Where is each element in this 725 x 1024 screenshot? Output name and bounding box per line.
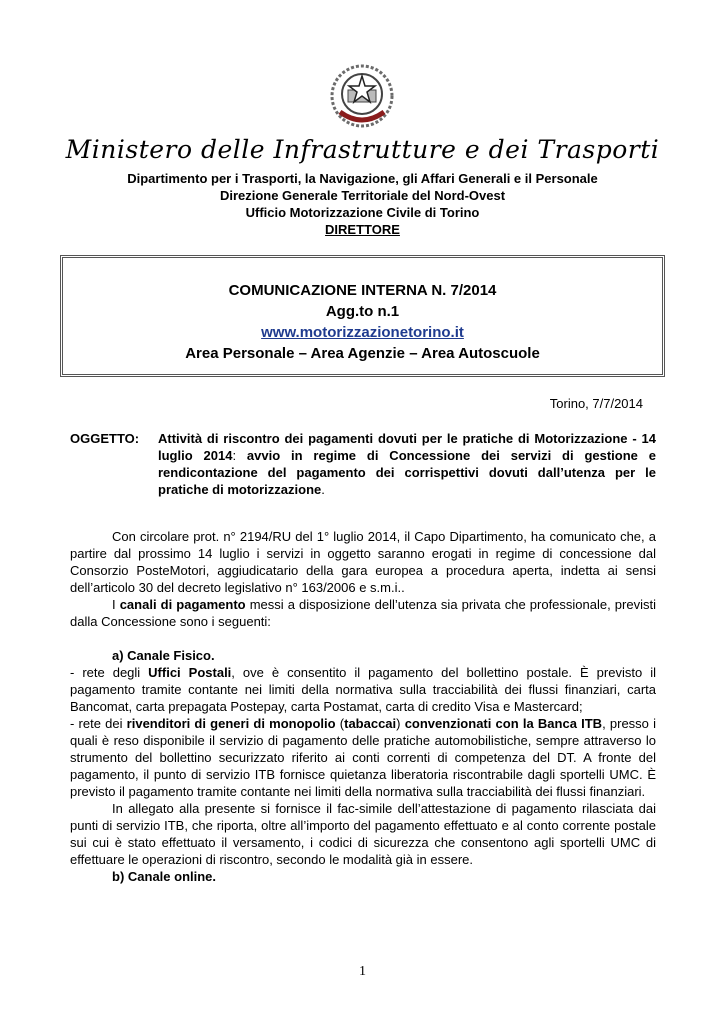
subject-colon: : [232,448,247,463]
department-header [0,170,725,238]
item-uffici-postali [70,664,656,715]
website-link[interactable]: www.motorizzazionetorino.it [261,324,464,341]
subject-block [70,430,656,498]
subject-text-2: avvio in regime di Concessione dei servizi di gestione e rendicontazione del pagamento dei corrispettivi dovuti dall’utenza per le pratiche di motorizzazione [158,448,656,497]
letter-body [70,528,656,885]
paragraph-circular: Con circolare prot. n° 2194/RU del 1° luglio 2014, il Capo Dipartimento, ha comunicato che, a partire dal prossimo 14 luglio i servizi in oggetto saranno erogati in regime di concessione dal Consorzio PosteMotori, aggiudicatario della gara europea a procedura aperta, indetta ai sensi dell’articolo 30 del decreto legislativo n° 163/2006 e s.m.i.. [70,529,656,595]
dept-line-3: Ufficio Motorizzazione Civile di Torino [245,205,480,220]
p2-text-c: messi a disposizione dell’utenza sia privata che professionale, previsti dalla Concessione sono i seguenti: [70,597,656,629]
subject-label: OGGETTO: [70,431,140,446]
heading-canale-fisico: a) Canale Fisico. [112,648,215,663]
director-label: DIRETTORE [325,222,400,237]
a2-bold-f: convenzionati con la Banca ITB [404,716,603,731]
subject-text: Attività di riscontro dei pagamenti dovuti per le pratiche di Motorizzazione - 14 luglio 2014 [158,431,656,463]
dept-line-1: Dipartimento per i Trasporti, la Navigazione, gli Affari Generali e il Personale [127,171,598,186]
update-label: Agg.to n.1 [325,303,400,320]
p2-bold: canali di pagamento [119,597,246,612]
subject-end: . [321,482,325,497]
communication-title: COMUNICAZIONE INTERNA N. 7/2014 [228,282,497,299]
dept-line-2: Direzione Generale Territoriale del Nord-Ovest [219,188,506,203]
a2-bold-b: rivenditori di generi di monopolio [126,716,336,731]
communication-box [60,255,665,377]
paragraph-allegato: In allegato alla presente si fornisce il fac-simile dell’attestazione di pagamento rilasciata dai punti di servizio ITB, che riporta, oltre all’importo del pagamento effettuato e al conto corrente postale sui cui è stato effettuato il versamento, i codici di sicurezza che consentono agli sportelli UMC di effettuare le operazioni di riscontro, secondo le modalità già in essere. [70,801,656,867]
page-number: 1 [359,964,366,979]
a1-text-c: , ove è consentito il pagamento del bollettino postale. È previsto il pagamento tramite contante nei limiti della normativa sulla tracciabilità dei flussi finanziari, carta Bancomat, carta prepagata Postepay, carta Postamat, carta di credito Visa e Mastercard; [70,665,656,714]
a2-text-g: , presso i quali è reso disponibile il servizio di pagamento delle pratiche automobilistiche, sempre attraverso lo strumento del bollettino securizzato riferito ai conti correnti di competenza del DT. A fronte del pagamento, il punto di servizio ITB fornisce quietanza liberatoria riscontrabile dagli sportelli UMC. È previsto il pagamento tramite contante nei limiti della normativa sulla tracciabilità dei flussi finanziari. [70,716,656,799]
heading-canale-online: b) Canale online. [112,869,217,884]
item-tabaccai [70,715,656,800]
a2-text-e: ) [396,716,405,731]
paragraph-channels [70,596,656,630]
place-date: Torino, 7/7/2014 [549,396,643,411]
a2-text-a: - rete dei [70,716,127,731]
italian-republic-emblem-icon [330,62,394,130]
areas-line: Area Personale – Area Agenzie – Area Autoscuole [185,345,540,362]
a1-text-a: - rete degli [70,665,149,680]
a2-text-c: ( [335,716,345,731]
a2-bold-d: tabaccai [344,716,397,731]
ministry-title: Ministero delle Infrastrutture e dei Trasporti [65,135,660,164]
a1-bold: Uffici Postali [148,665,232,680]
p2-text-a: I [112,597,120,612]
